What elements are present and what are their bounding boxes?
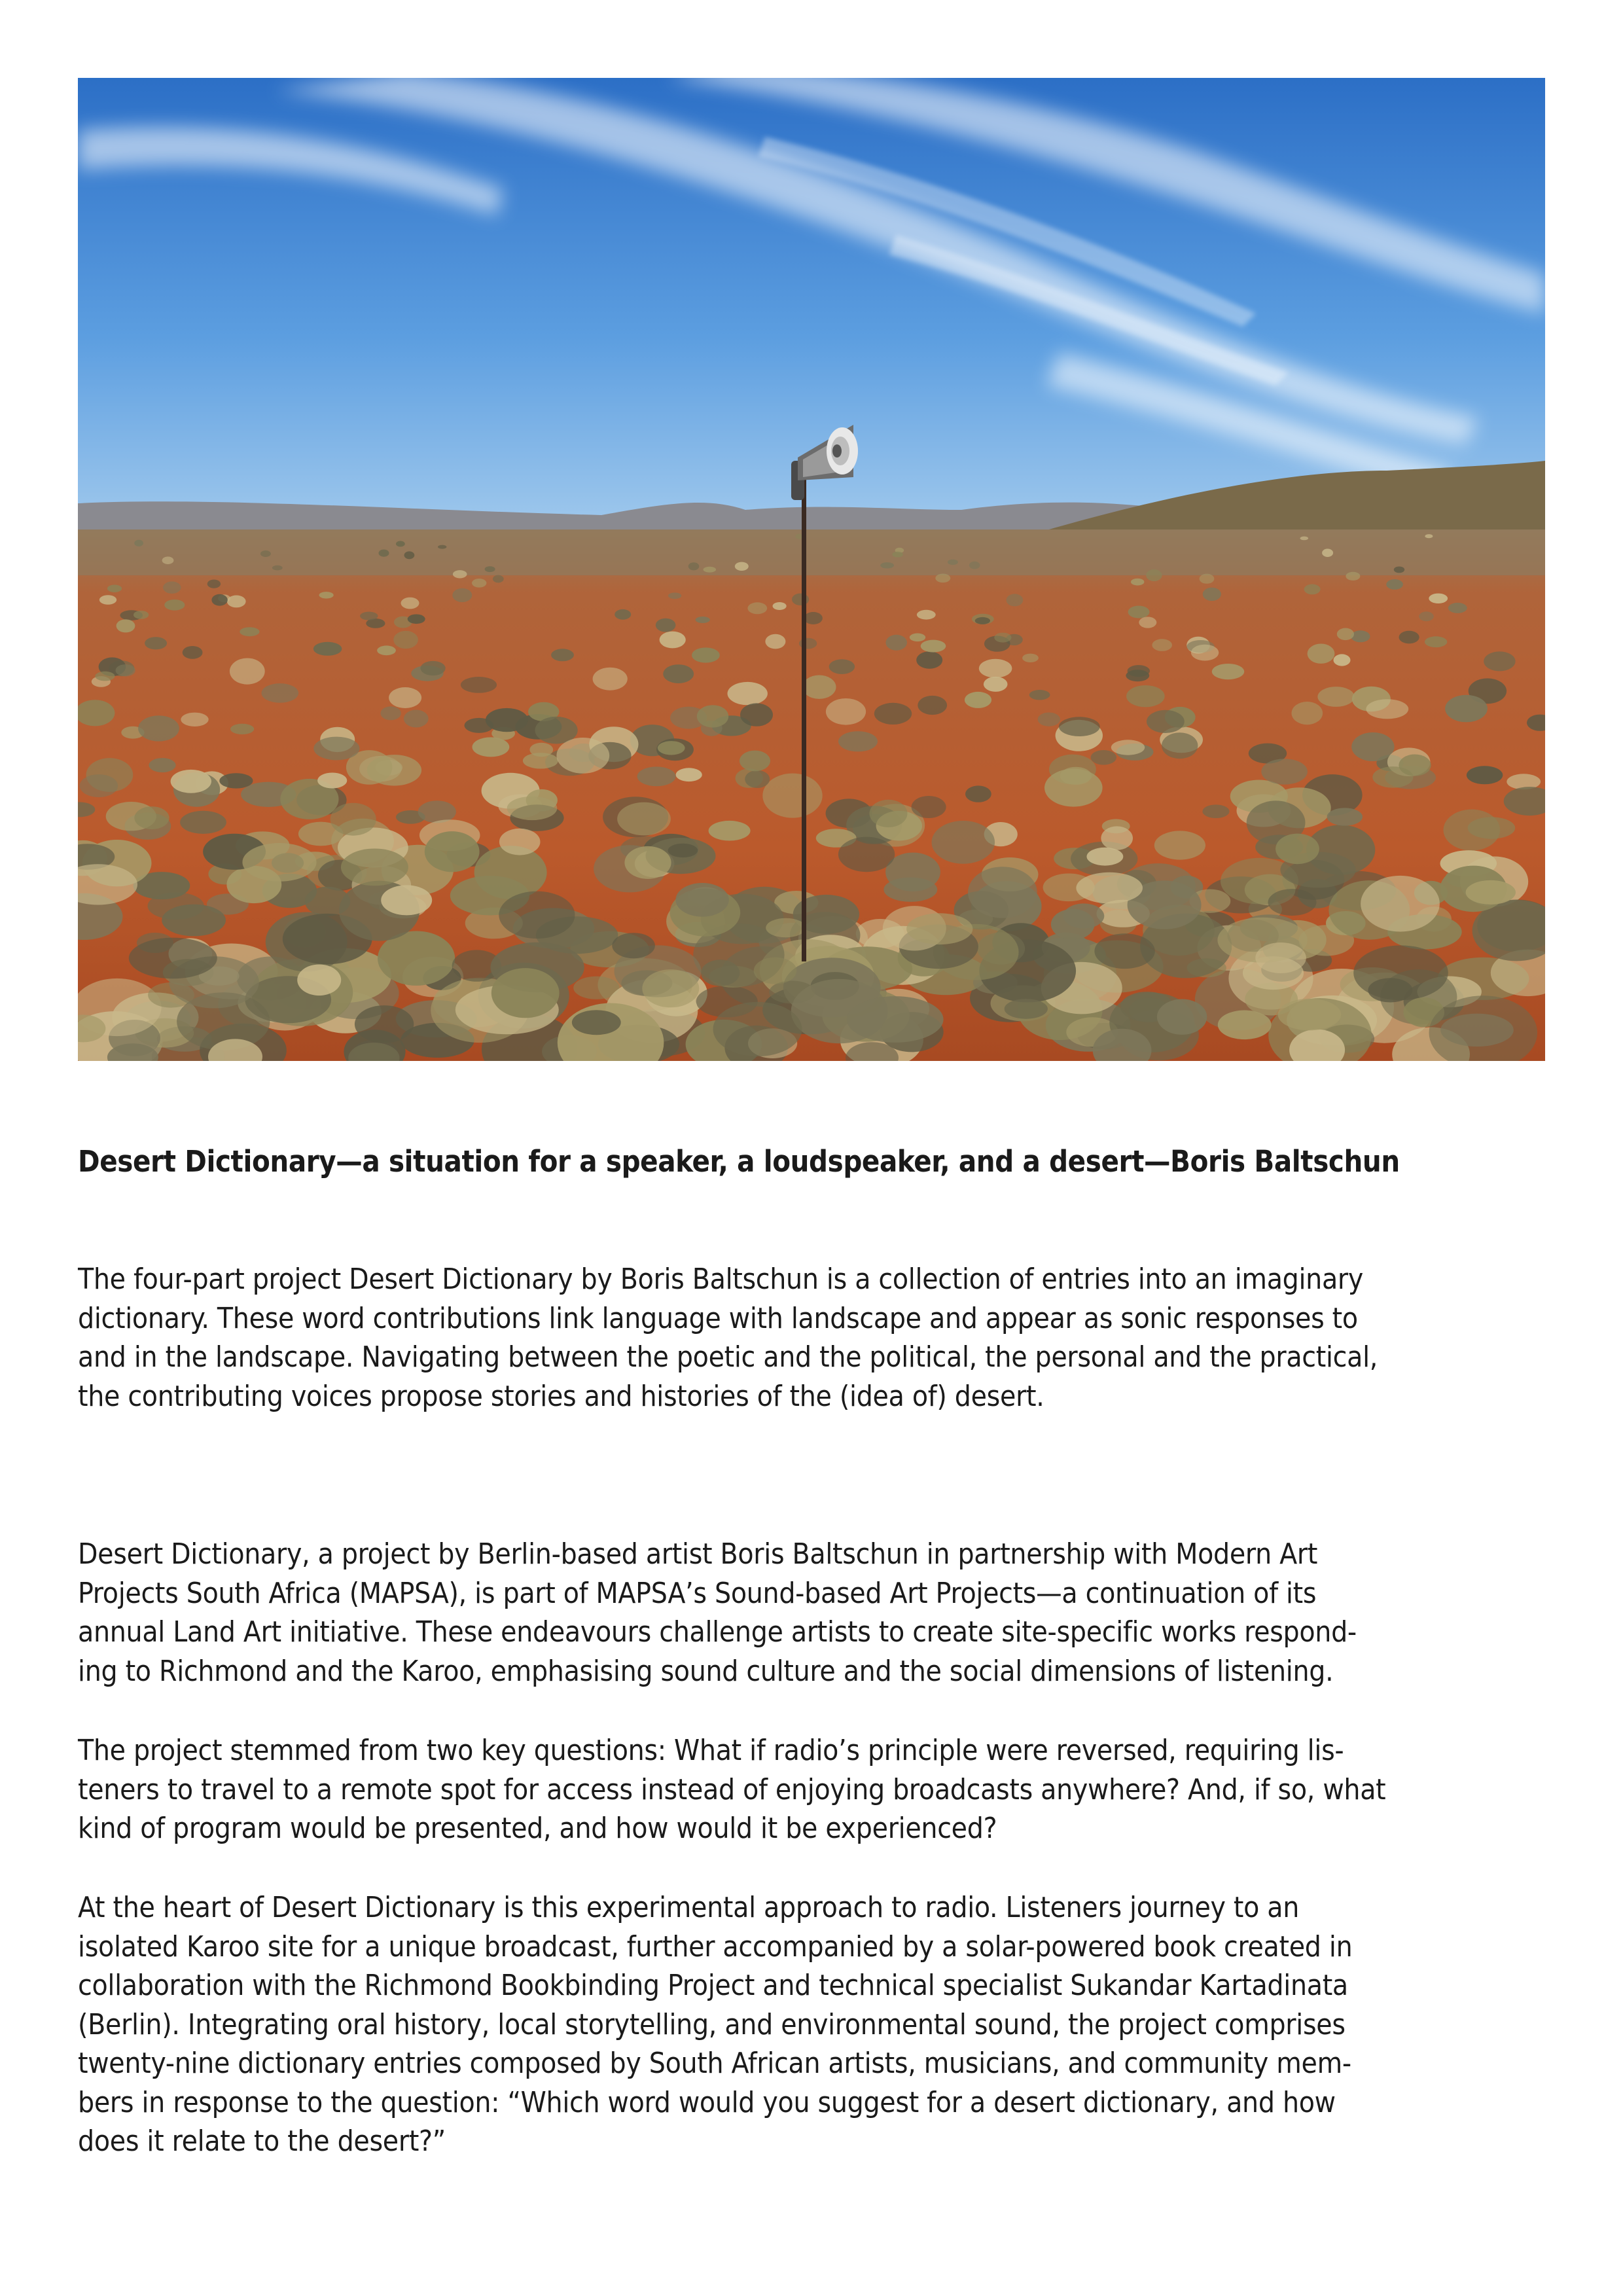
body-line: At the heart of Desert Dictionary is this experimental approach to radio. Listeners journey to an [78, 1891, 1300, 1924]
intro-line: and in the landscape. Navigating between the poetic and the political, the personal and the practical, [78, 1340, 1378, 1374]
desert-landscape-image [78, 78, 1545, 1061]
body-line: teners to travel to a remote spot for access instead of enjoying broadcasts anywhere? And, if so, what [78, 1772, 1386, 1806]
body-line: isolated Karoo site for a unique broadcast, further accompanied by a solar-powered book created in [78, 1929, 1353, 1964]
intro-line: the contributing voices propose stories and histories of the (idea of) desert. [78, 1379, 1044, 1413]
body-line: (Berlin). Integrating oral history, local storytelling, and environmental sound, the project comprises [78, 2007, 1346, 2041]
body-line: bers in response to the question: “Which word would you suggest for a desert dictionary, and how [78, 2085, 1336, 2119]
intro-paragraph [78, 1260, 1550, 1416]
body-line: The project stemmed from two key questions: What if radio’s principle were reversed, requiring lis- [78, 1734, 1344, 1767]
body-line: kind of program would be presented, and how would it be experienced? [78, 1812, 997, 1845]
body-paragraph-1 [78, 1535, 1550, 1691]
body-line: collaboration with the Richmond Bookbinding Project and technical specialist Sukandar Kartadinata [78, 1969, 1348, 2002]
body-line: twenty-nine dictionary entries composed by South African artists, musicians, and community mem- [78, 2047, 1351, 2080]
body-paragraph-2 [78, 1731, 1550, 1848]
intro-line: dictionary. These word contributions link language with landscape and appear as sonic responses to [78, 1301, 1358, 1335]
body-line: annual Land Art initiative. These endeavours challenge artists to create site-specific works respond- [78, 1615, 1357, 1649]
desert-loudspeaker-photo [78, 78, 1545, 1061]
body-line: Projects South Africa (MAPSA), is part of MAPSA’s Sound-based Art Projects—a continuation of its [78, 1576, 1317, 1610]
article-title: Desert Dictionary—a situation for a speaker, a loudspeaker, and a desert—Boris Baltschun [78, 1144, 1400, 1179]
body-line: does it relate to the desert?” [78, 2125, 446, 2158]
body-line: ing to Richmond and the Karoo, emphasising sound culture and the social dimensions of listening. [78, 1654, 1334, 1688]
speaker-pole [802, 477, 806, 961]
body-line: Desert Dictionary, a project by Berlin-based artist Boris Baltschun in partnership with Modern Art [78, 1537, 1318, 1571]
intro-line: The four-part project Desert Dictionary by Boris Baltschun is a collection of entries into an imaginary [78, 1263, 1364, 1296]
body-paragraph-3 [78, 1888, 1550, 2161]
